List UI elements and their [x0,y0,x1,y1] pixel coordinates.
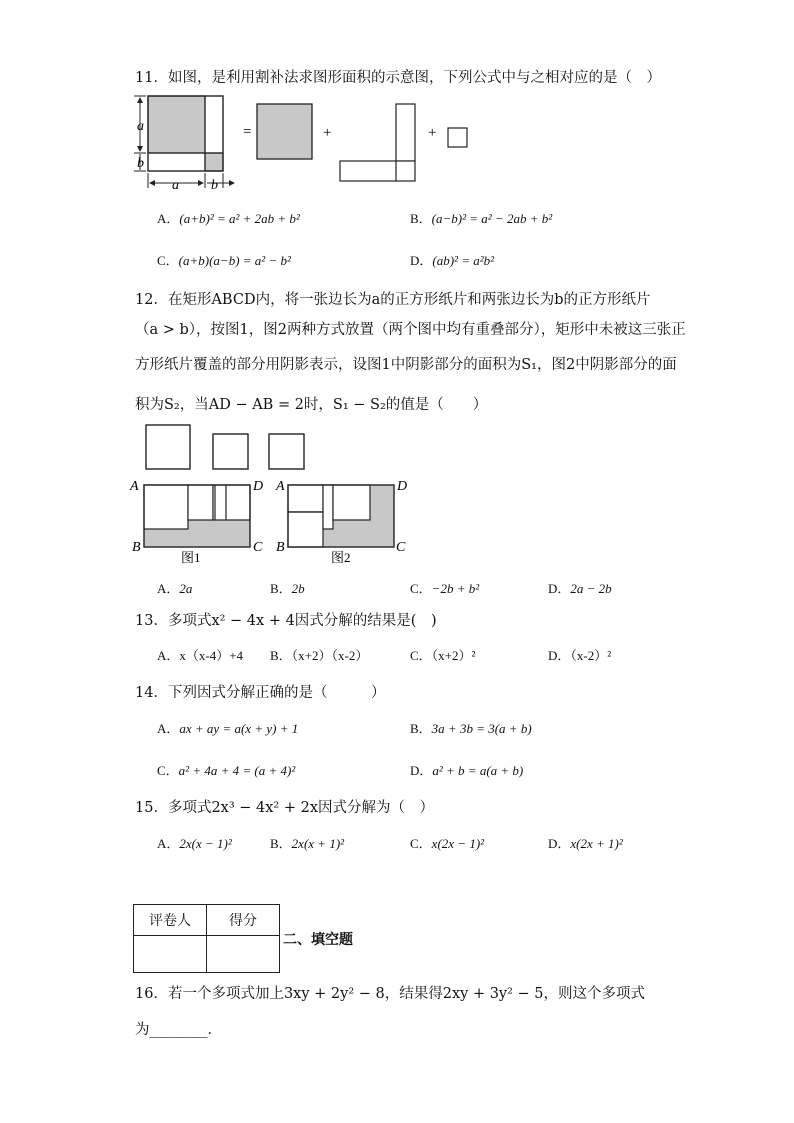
q12-option-b[interactable]: B．2b [270,581,305,596]
q12-fig2-caption: 图2 [331,550,351,565]
q16-line-2: 为________． [135,1022,222,1038]
q11-rect-vertical [396,104,415,161]
q11-label-a-bottom: a [172,178,179,193]
grader-header: 评卷人 [134,905,207,936]
score-table [133,904,280,973]
q11-figure [130,90,480,195]
q13-option-d[interactable]: D．（x-2）² [548,648,612,663]
q12-fig1-C: C [253,540,263,555]
q12-line-1: 12．在矩形ABCD内，将一张边长为a的正方形纸片和两张边长为b的正方形纸片 [135,292,651,308]
q11-stem: 11．如图，是利用割补法求图形面积的示意图，下列公式中与之相对应的是（ ） [135,70,661,86]
q15-stem: 15．多项式2x³ − 4x² + 2x因式分解为（ ） [135,800,435,816]
q12-fig1-B: B [132,540,141,555]
q15-option-b[interactable]: B．2x(x + 1)² [270,836,345,851]
q15-option-d[interactable]: D．x(2x + 1)² [548,836,623,851]
q11-square-a [257,104,312,159]
q11-option-d[interactable]: D．(ab)² = a²b² [410,253,495,268]
q12-fig2-C: C [396,540,406,555]
score-header: 得分 [207,905,280,936]
section-title: 二、填空题 [283,932,353,948]
q11-option-a[interactable]: A．(a+b)² = a² + 2ab + b² [157,211,300,226]
q16-line-1: 16．若一个多项式加上3xy + 2y² − 8，结果得2xy + 3y² − 5，则这个多项式 [135,986,646,1002]
q11-square-b [448,128,467,147]
q14-option-b[interactable]: B．3a + 3b = 3(a + b) [410,721,532,736]
q12-fig1-D: D [253,479,264,494]
grader-cell[interactable] [134,936,207,973]
q11-label-b-bottom: b [211,178,218,193]
q13-option-a[interactable]: A．x（x-4）+4 [157,648,244,663]
q14-stem: 14．下列因式分解正确的是（ ） [135,685,386,701]
q12-square-a [146,425,190,469]
q12-fig2-B: B [276,540,285,555]
q11-shaded-b-square [205,153,223,171]
q11-option-b[interactable]: B．(a−b)² = a² − 2ab + b² [410,211,553,226]
q12-fig2-D: D [397,479,408,494]
q11-rect-horizontal [340,161,415,181]
q15-option-a[interactable]: A．2x(x − 1)² [157,836,232,851]
q11-shaded-a-square [148,96,205,153]
q14-option-c[interactable]: C．a² + 4a + 4 = (a + 4)² [157,763,296,778]
score-cell[interactable] [207,936,280,973]
q12-line-2: （a > b），按图1，图2两种方式放置（两个图中均有重叠部分），矩形中未被这三张正 [135,322,686,338]
q13-option-b[interactable]: B．（x+2）（x-2） [270,648,369,663]
q12-square-b1 [213,434,248,469]
q12-option-d[interactable]: D．2a − 2b [548,581,612,596]
q14-option-d[interactable]: D．a² + b = a(a + b) [410,763,524,778]
q12-option-c[interactable]: C．−2b + b² [410,581,480,596]
q12-square-b2 [269,434,304,469]
q12-fig1-A: A [130,479,139,494]
q11-equals: = [243,124,252,140]
q11-label-b-left: b [137,156,144,171]
q13-stem: 13．多项式x² − 4x + 4因式分解的结果是( ) [135,613,437,629]
q11-label-a-left: a [137,119,144,134]
q11-option-c[interactable]: C．(a+b)(a−b) = a² − b² [157,253,291,268]
q12-option-a[interactable]: A．2a [157,581,193,596]
q12-fig2-A: A [276,479,285,494]
q14-option-a[interactable]: A．ax + ay = a(x + y) + 1 [157,721,299,736]
q13-option-c[interactable]: C．（x+2）² [410,648,476,663]
q11-plus-1: + [323,125,332,141]
q11-plus-2: + [428,125,437,141]
q12-fig1-caption: 图1 [181,550,201,565]
q12-line-3: 方形纸片覆盖的部分用阴影表示，设图1中阴影部分的面积为S₁，图2中阴影部分的面 [135,357,677,373]
q12-line-4: 积为S₂，当AD − AB = 2时，S₁ − S₂的值是（ ） [135,397,488,413]
q15-option-c[interactable]: C．x(2x − 1)² [410,836,485,851]
q12-figure [128,420,418,570]
